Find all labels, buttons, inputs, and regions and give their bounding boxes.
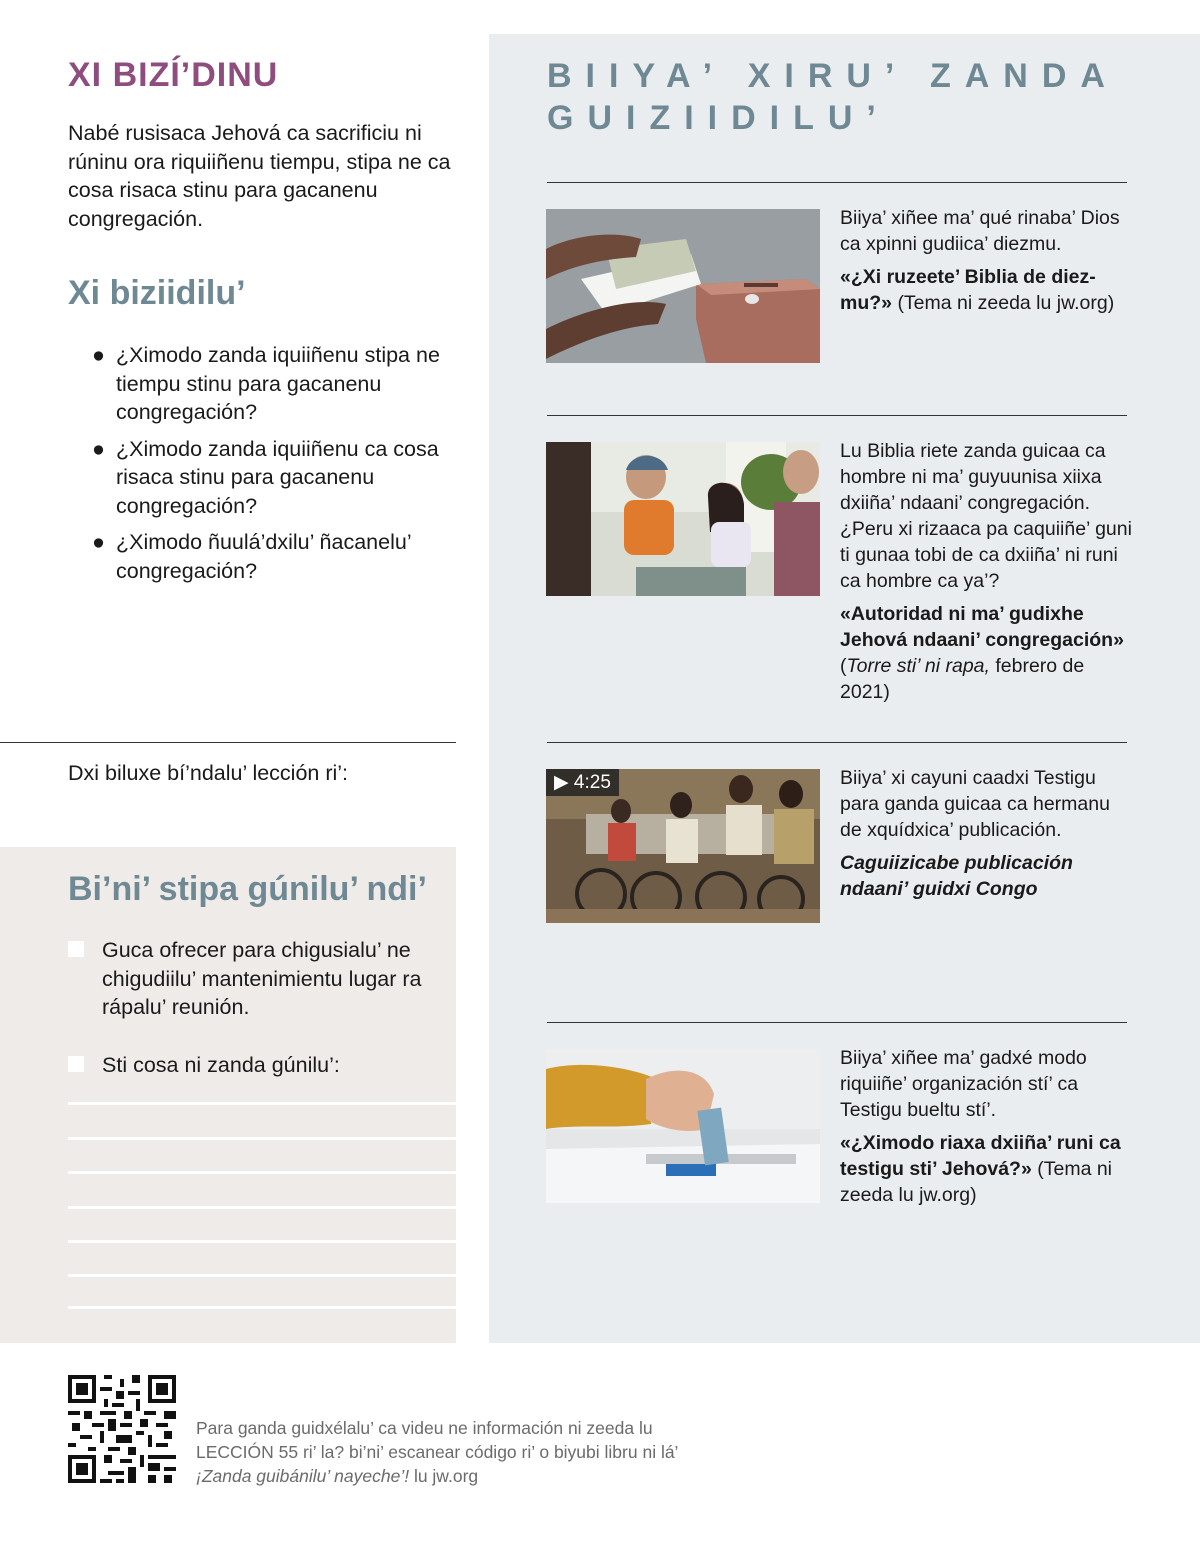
divider	[547, 742, 1127, 743]
write-in-line[interactable]	[68, 1306, 456, 1309]
goals-box	[0, 847, 456, 1343]
entry-source: (Tema ni zeeda lu jw.org)	[840, 1158, 1113, 1206]
write-in-line[interactable]	[68, 1240, 456, 1243]
write-in-line[interactable]	[68, 1102, 456, 1105]
divider	[547, 1022, 1127, 1023]
entry-source: (Torre sti’ ni rapa, febrero de 2021)	[840, 655, 1085, 703]
write-in-line[interactable]	[68, 1137, 456, 1140]
write-in-line[interactable]	[68, 1171, 456, 1174]
review-question-list	[92, 341, 462, 593]
divider	[547, 182, 1127, 183]
review-heading: Xi biziidilu’	[68, 274, 246, 312]
entry-description: Biiya’ xiñee ma’ qué rinaba’ Dios ca xpinni gudiica’ diezmu.	[840, 207, 1120, 255]
review-question: ● ¿Ximodo zanda iquiiñenu ca cosa risaca stinu para gacanenu congregación?	[92, 436, 439, 518]
notes-label: Dxi biluxe bí’ndalu’ lección ri’:	[68, 761, 349, 785]
goal-checkbox[interactable]	[68, 941, 84, 957]
explore-entry	[840, 205, 1132, 316]
explore-entry	[840, 438, 1132, 705]
goal-item: Sti cosa ni zanda gúnilu’:	[68, 1051, 428, 1080]
bullet-icon: ●	[92, 436, 105, 461]
entry-source: (Tema ni zeeda lu jw.org)	[897, 292, 1115, 314]
summary-text: Nabé rusisaca Jehová ca sacrificiu ni rúninu ora riquiiñenu tiempu, stipa ne ca cosa risaca stinu para gacanenu congregación.	[68, 121, 451, 231]
goals-heading: Bi’ni’ stipa gúnilu’ ndi’	[68, 870, 427, 908]
entry-reference-link[interactable]: «Autoridad ni ma’ gudixhe Jehová ndaani’ congregación»	[840, 603, 1124, 651]
qr-code-icon[interactable]	[68, 1375, 176, 1483]
entry-reference-link[interactable]: «¿Xi ruzeete’ Biblia de diezmu?»	[840, 266, 1096, 314]
bullet-icon: ●	[92, 530, 105, 554]
review-question: ● ¿Ximodo zanda iquiiñenu stipa ne tiempu stinu para gacanenu congregación?	[92, 343, 440, 424]
explore-entry	[840, 765, 1132, 902]
online-donation-image[interactable]	[546, 1049, 820, 1203]
footer-text: Para ganda guidxélalu’ ca videu ne información ni zeeda lu LECCIÓN 55 ri’ la? bi’ni’ escanear código ri’ o biyubi libru ni lá’ ¡Zanda guibánilu’ nayeche’! lu jw.org	[196, 1418, 678, 1486]
goal-item: Guca ofrecer para chigusialu’ ne chigudiilu’ mantenimientu lugar ra rápalu’ reunión.	[68, 936, 428, 1022]
write-in-line[interactable]	[68, 1274, 456, 1277]
entry-description: Lu Biblia riete zanda guicaa ca hombre ni ma’ guyuunisa xiixa dxiiña’ ndaani’ congregación. ¿Peru xi rizaaca pa caquiiñe’ guni ti gunaa tobi de ca dxiiña’ ni runi ca hombre ca ya’?	[840, 440, 1132, 592]
video-duration-badge[interactable]	[546, 769, 619, 796]
video-duration: 4:25	[573, 772, 611, 793]
play-icon: ▶	[554, 772, 569, 793]
bullet-icon: ●	[92, 343, 105, 367]
entry-reference-link[interactable]: Caguiizicabe publicación ndaani’ guidxi Congo	[840, 852, 1073, 900]
review-question: ● ¿Ximodo ñuulá’dxilu’ ñacanelu’ congregación?	[92, 530, 411, 583]
women-conversation-image[interactable]	[546, 442, 820, 596]
write-in-line[interactable]	[68, 1206, 456, 1209]
entry-description: Biiya’ xi cayuni caadxi Testigu para ganda guicaa ca hermanu de xquídxica’ publicación.	[840, 767, 1110, 841]
divider	[0, 742, 456, 743]
explore-entry	[840, 1045, 1132, 1208]
divider	[547, 415, 1127, 416]
goal-checkbox[interactable]	[68, 1056, 84, 1072]
summary-title: XI BIZÍ’DINU	[68, 56, 279, 94]
entry-reference-link[interactable]: «¿Ximodo riaxa dxiiña’ runi ca testigu sti’ Jehová?»	[840, 1132, 1121, 1180]
explore-heading: BIIYA’ XIRU’ ZANDA GUIZIIDILU’	[547, 57, 1118, 137]
donation-box-image[interactable]	[546, 209, 820, 363]
entry-description: Biiya’ xiñee ma’ gadxé modo riquiiñe’ organización stí’ ca Testigu bueltu stí’.	[840, 1047, 1087, 1121]
